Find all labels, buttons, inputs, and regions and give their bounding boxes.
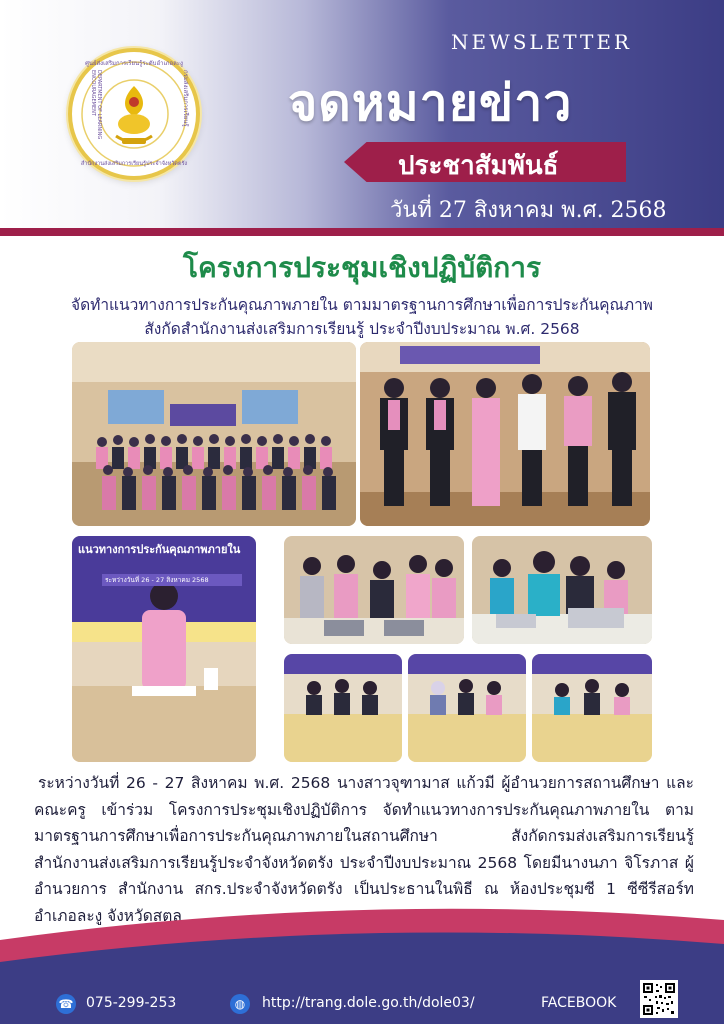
article-body: ระหว่างวันที่ 26 - 27 สิงหาคม พ.ศ. 2568 นางสาวจุฑามาส แก้วมี ผู้อำนวยการสถานศึกษา และคณะครู เข้าร่วม โครงการประชุมเชิงปฏิบัติการ จัดทำแนวทางการประกันคุณภาพภายใน ตามมาตรฐานการศึกษาเพื่อการประกันคุณภาพภายในสถานศึกษา สังกัดกรมส่งเสริมการเรียนรู้ สำนักงานส่งเสริมการเรียนรู้ประจำจังหวัดตรัง ประจำปีงบประมาณ 2568 โดยมีนางนภา จิโรภาส ผู้อำนวยการ สำนักงาน สกร.ประจำจังหวัดตรัง เป็นประธานในพิธี ณ ห้องประชุมซี 1 ซีซีรีสอร์ท อำเภอละงู จังหวัดสตูล bbox=[34, 774, 694, 925]
photo-speaker-banner bbox=[72, 536, 256, 762]
logo-text-bottom: สำนักงานส่งเสริมการเรียนรู้ประจำจังหวัดตรัง bbox=[80, 161, 188, 167]
newsletter-label: NEWSLETTER bbox=[451, 30, 632, 54]
event-subtitle-1: จัดทำแนวทางการประกันคุณภาพภายใน ตามมาตรฐานการศึกษาเพื่อการประกันคุณภาพ bbox=[70, 296, 653, 314]
footer-phone: 075-299-253 bbox=[86, 995, 177, 1011]
qr-code-icon[interactable] bbox=[640, 980, 678, 1018]
footer-website-link[interactable]: http://trang.dole.go.th/dole03/ bbox=[262, 995, 475, 1011]
logo-text-mid: กรมส่งเสริมการเรียนรู้ bbox=[182, 70, 189, 127]
photo-panel-2 bbox=[408, 654, 526, 762]
photo-panel-3 bbox=[532, 654, 652, 762]
event-title: โครงการประชุมเชิงปฏิบัติการ bbox=[183, 251, 541, 284]
photo-participants-table bbox=[284, 536, 464, 644]
photo-panel-1 bbox=[284, 654, 402, 762]
issue-date: วันที่ 27 สิงหาคม พ.ศ. 2568 bbox=[390, 198, 667, 223]
header-divider bbox=[0, 228, 724, 236]
globe-icon: ◍ bbox=[230, 994, 250, 1014]
logo-text-en: DEPARTMENT OF LEARNING ENCOURAGEMENT bbox=[90, 70, 102, 140]
newsletter-title: จดหมายข่าว bbox=[288, 74, 573, 132]
newsletter-header bbox=[0, 0, 724, 232]
logo-text-top: ศูนย์ส่งเสริมการเรียนรู้ระดับอำเภอละงู bbox=[85, 60, 183, 67]
banner-line-2: ระหว่างวันที่ 26 - 27 สิงหาคม 2568 bbox=[102, 574, 242, 586]
ribbon-text: ประชาสัมพันธ์ bbox=[398, 151, 559, 181]
photo-group-hall bbox=[72, 342, 356, 526]
phone-icon: ☎ bbox=[56, 994, 76, 1014]
department-logo bbox=[68, 48, 200, 180]
banner-line-1: แนวทางการประกันคุณภาพภายใน bbox=[78, 543, 241, 556]
photo-officials-posing bbox=[360, 342, 650, 526]
footer-facebook[interactable]: FACEBOOK bbox=[541, 995, 617, 1011]
photo-laptop-work bbox=[472, 536, 652, 644]
event-subtitle-2: สังกัดสำนักงานส่งเสริมการเรียนรู้ ประจำปีงบประมาณ พ.ศ. 2568 bbox=[144, 320, 580, 338]
